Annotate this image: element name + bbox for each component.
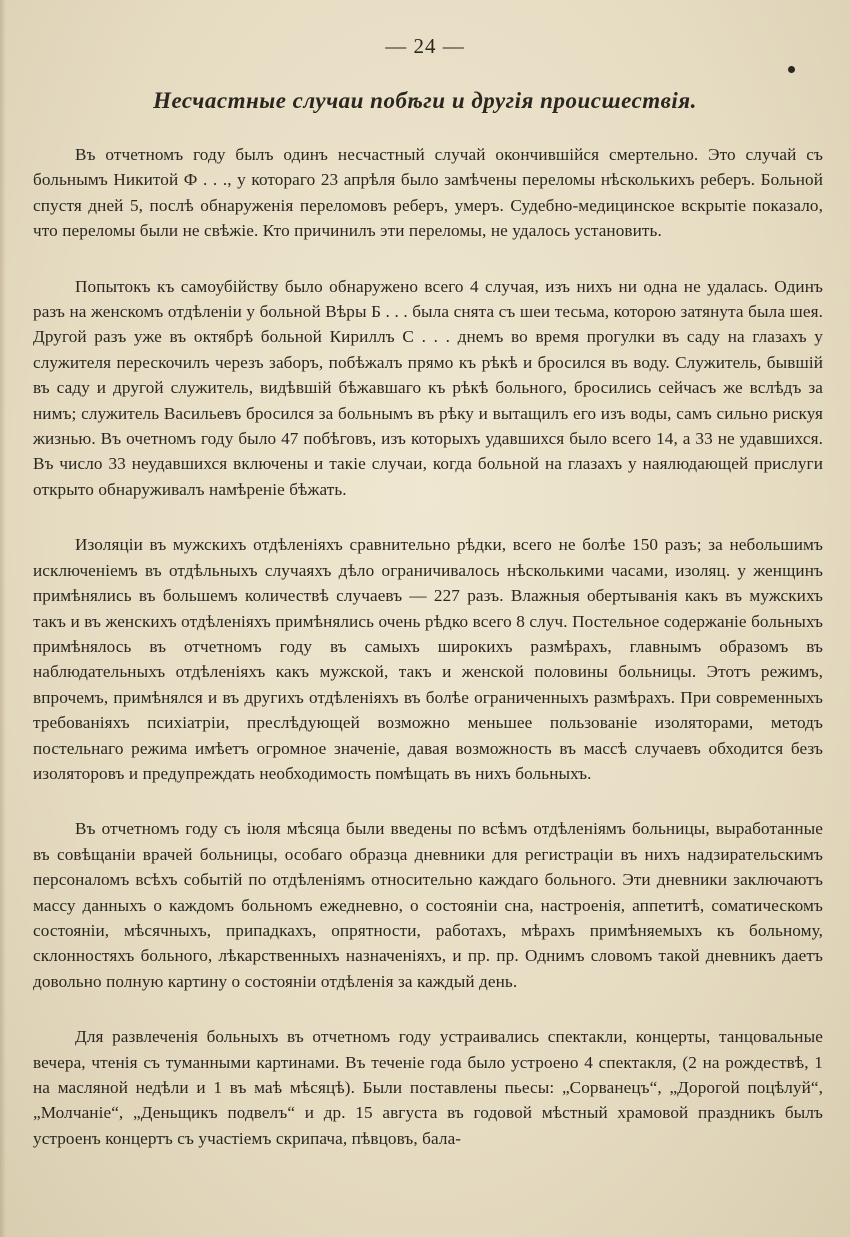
paragraph-isolation: Изоляціи въ мужскихъ отдѣленіяхъ сравнительно рѣдки, всего не болѣе 150 разъ; за небольшимъ исключеніемъ въ отдѣльныхъ случаяхъ дѣло ограничивалось нѣсколькими часами, изоляц. у женщинъ примѣнялись въ большемъ количествѣ случаевъ — 227 разъ. Влажныя обертыванія какъ въ мужскихъ такъ и въ женскихъ отдѣленіяхъ примѣнялись очень рѣдко всего 8 случ. Постельное содержаніе больныхъ примѣнялось въ отчетномъ году въ самыхъ широкихъ размѣрахъ, главнымъ образомъ въ наблюдательныхъ отдѣленіяхъ какъ мужской, такъ и женской половины больницы. Этотъ режимъ, впрочемъ, примѣнялся и въ другихъ отдѣленіяхъ въ болѣе ограниченныхъ размѣрахъ. При современныхъ требованіяхъ психіатріи, преслѣдующей возможно меньшее пользованіе изоляторами, методъ постельнаго режима имѣетъ огромное значеніе, давая возможность въ массѣ случаевъ обходится безъ изоляторовъ и предупреждать необходимость помѣщать въ нихъ больныхъ. (33, 535, 823, 783)
body-text (33, 142, 823, 1181)
ink-dot (788, 66, 795, 73)
paragraph-entertainment: Для развлеченія больныхъ въ отчетномъ году устраивались спектакли, концерты, танцовальные вечера, чтенія съ туманными картинами. Въ теченіе года было устроено 4 спектакля, (2 на рождествѣ, 1 на масляной недѣли и 1 въ маѣ мѣсяцѣ). Были поставлены пьесы: „Сорванецъ“, „Дорогой поцѣлуй“, „Молчаніе“, „Деньщикъ подвелъ“ и др. 15 августа въ годовой мѣстный храмовой праздникъ былъ устроенъ концертъ съ участіемъ скрипача, пѣвцовъ, бала- (33, 1027, 823, 1148)
paragraph-suicide-attempts: Попытокъ къ самоубійству было обнаружено всего 4 случая, изъ нихъ ни одна не удалась. Одинъ разъ на женскомъ отдѣленіи у больной Вѣры Б . . . была снята съ шеи тесьма, которою затянута была шея. Другой разъ уже въ октябрѣ больной Кириллъ С . . . днемъ во время прогулки въ саду на глазахъ у служителя перескочилъ черезъ заборъ, побѣжалъ прямо къ рѣкѣ и бросился въ воду. Служитель, бывшій въ саду и другой служитель, видѣвшій бѣжавшаго къ рѣкѣ больного, бросились сейчасъ же вслѣдъ за нимъ; служитель Васильевъ бросился за больнымъ въ рѣку и вытащилъ его изъ воды, самъ сильно рискуя жизнью. Въ очетномъ году было 47 побѣговъ, изъ которыхъ удавшихся было всего 14, а 33 не удавшихся. Въ число 33 неудавшихся включены и такіе случаи, когда больной на глазахъ у наялюдающей прислуги открыто обнаруживалъ намѣреніе бѣжать. (33, 276, 823, 499)
section-heading: Несчастные случаи побѣги и другія происшествія. (153, 88, 697, 113)
page-number: — 24 — (385, 34, 465, 58)
paragraph-accident: Въ отчетномъ году былъ одинъ несчастный случай окончившійся смертельно. Это случай съ больнымъ Никитой Ф . . ., у котораго 23 апрѣля было замѣчены переломы нѣсколькихъ реберъ. Больной спустя дней 5, послѣ обнаруженія переломовъ реберъ, умеръ. Судебно-медицинское вскрытіе показало, что переломы были не свѣжіе. Кто причинилъ эти переломы, не удалось установить. (33, 145, 823, 241)
page-edge-shadow (0, 0, 6, 1237)
paragraph-diaries: Въ отчетномъ году съ іюля мѣсяца были введены по всѣмъ отдѣленіямъ больницы, выработанные въ совѣщаніи врачей больницы, особаго образца дневники для регистраціи въ нихъ надзирательскимъ персоналомъ всѣхъ событій по отдѣленіямъ относительно каждаго больного. Эти дневники заключаютъ массу данныхъ о каждомъ больномъ ежедневно, о состояніи сна, настроенія, аппетитѣ, соматическомъ состояніи, мѣсячныхъ, припадкахъ, опрятности, работахъ, мѣрахъ примѣняемыхъ къ больному, склонностяхъ больного, лѣкарственныхъ назначеніяхъ, и пр. пр. Однимъ словомъ такой дневникъ даетъ довольно полную картину о состояніи отдѣленія за каждый день. (33, 819, 823, 991)
